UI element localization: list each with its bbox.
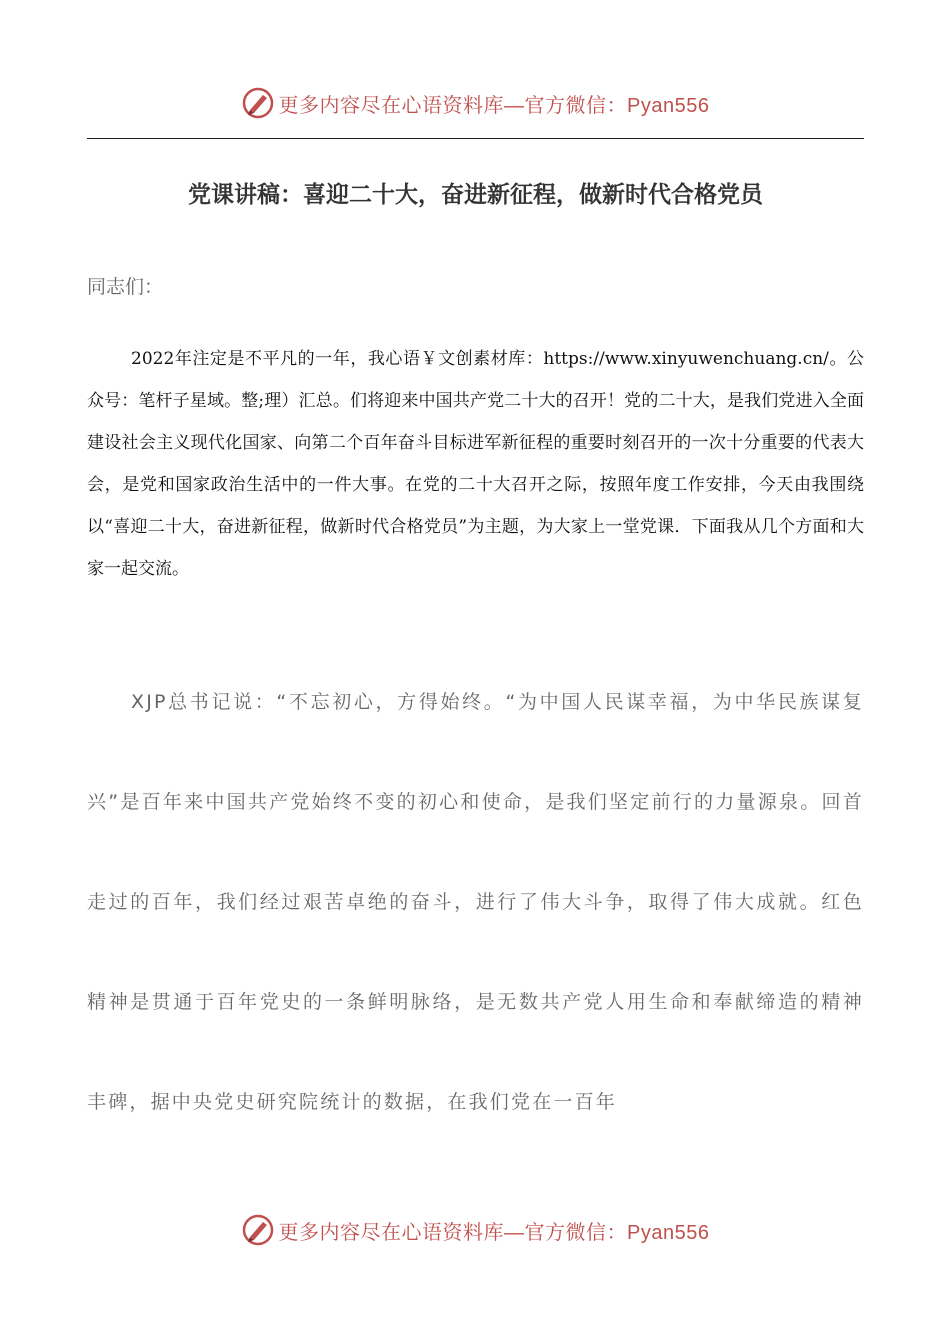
pen-logo-icon xyxy=(241,1213,275,1247)
paragraph-quote: XJP总书记说：“不忘初心，方得始终。“为中国人民谋幸福，为中华民族谋复兴”是百年来中国共产党始终不变的初心和使命，是我们坚定前行的力量源泉。回首走过的百年，我们经过艰苦卓绝的奋斗，进行了伟大斗争，取得了伟大成就。红色精神是贯通于百年党史的一条鲜明脉络，是无数共产党人用生命和奉献缔造的精神丰碑，据中央党史研究院统计的数据，在我们党在一百年 xyxy=(87,691,864,1113)
banner-wechat-text: —官方微信：Pyan556 xyxy=(504,94,710,117)
banner-text xyxy=(279,1216,710,1245)
paragraph-intro: 2022年注定是不平凡的一年，我心语￥文创素材库：https://www.xinyuwenchuang.cn/。公众号：笔杆子星域。整;理）汇总。们将迎来中国共产党二十大的召开！党的二十大，是我们党进入全面建设社会主义现代化国家、向第二个百年奋斗目标进军新征程的重要时刻召开的一次十分重要的代表大会，是党和国家政治生活中的一件大事。在党的二十大召开之际，按照年度工作安排，今天由我围绕以“喜迎二十大，奋进新征程，做新时代合格党员”为主题，为大家上一堂党课．下面我从几个方面和大家一起交流。 xyxy=(87,349,864,579)
banner-text xyxy=(279,89,710,118)
pen-logo-icon xyxy=(241,86,275,120)
banner-main-text: 更多内容尽在心语资料库 xyxy=(278,1219,505,1244)
banner-wechat-text: —官方微信：Pyan556 xyxy=(504,1221,710,1244)
greeting: 同志们： xyxy=(87,276,164,298)
header-banner xyxy=(0,83,950,123)
banner-main-text: 更多内容尽在心语资料库 xyxy=(278,92,505,117)
footer-banner xyxy=(0,1210,950,1250)
header-divider xyxy=(87,138,864,139)
document-title: 党课讲稿：喜迎二十大，奋进新征程，做新时代合格党员 xyxy=(188,181,763,208)
